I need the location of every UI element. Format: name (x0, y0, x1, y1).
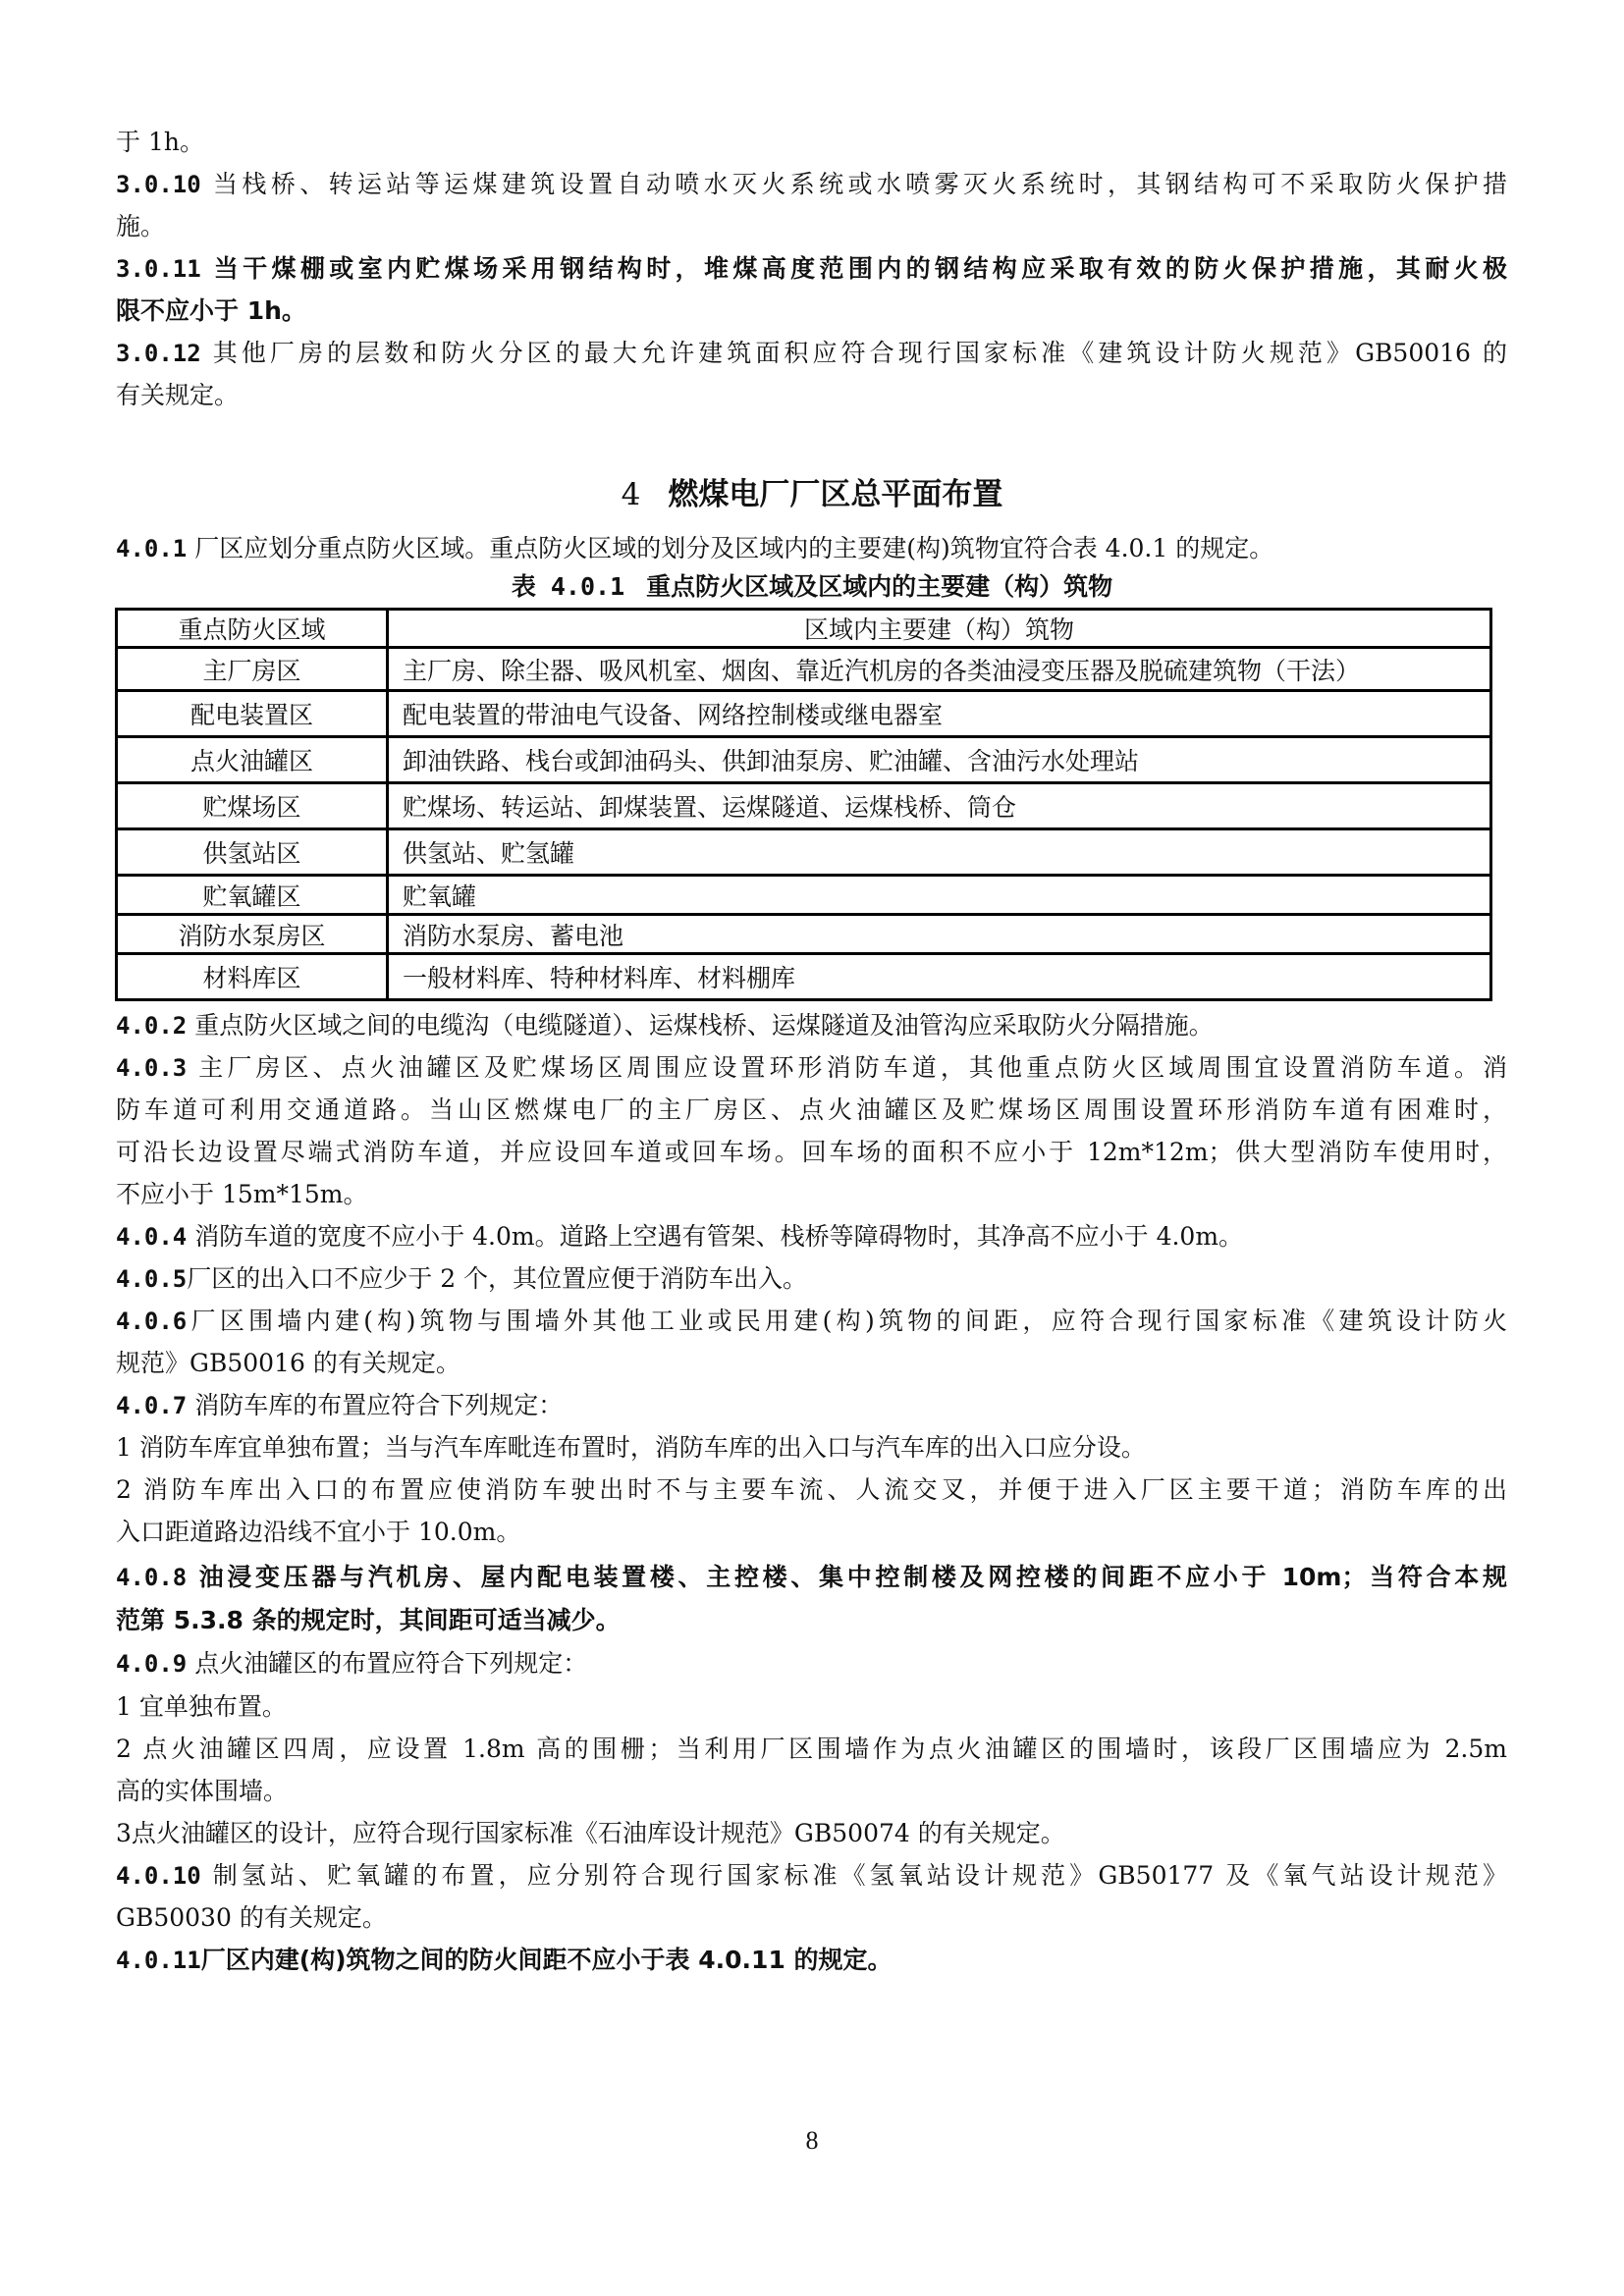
clause-4-0-7-item-1 (116, 1426, 1507, 1468)
clause-number: 4.0.8 (116, 1564, 188, 1591)
table-row (117, 648, 1491, 691)
clause-text: 消防车库的布置应符合下列规定： (194, 1391, 564, 1419)
page-number: 8 (805, 2126, 819, 2155)
clause-4-0-3-line-1 (116, 1046, 1507, 1089)
clause-text-bold: 限不应小于 1h。 (116, 296, 306, 325)
clause-text-bold: 油浸变压器与汽机房、屋内配电装置楼、主控楼、集中控制楼及网控楼的间距不应小于 10m；当符合本规 (198, 1563, 1507, 1591)
item-text: 消防车库出入口的布置应使消防车驶出时不与主要车流、人流交叉，并便于进入厂区主要干道；消防车库的出 (142, 1475, 1507, 1504)
item-text: 入口距道路边沿线不宜小于 10.0m。 (116, 1518, 521, 1546)
clause-text: 主厂房区、点火油罐区及贮煤场区周围应设置环形消防车道，其他重点防火区域周围宜设置消防车道。消 (198, 1053, 1507, 1082)
clause-4-0-3-line-3 (116, 1131, 1507, 1173)
clause-4-0-9-item-2-line-1 (116, 1728, 1507, 1770)
table-row (117, 954, 1491, 1000)
clause-text: 其他厂房的层数和防火分区的最大允许建筑面积应符合现行国家标准《建筑设计防火规范》GB50016 的 (212, 339, 1507, 367)
table-header-row (117, 610, 1491, 648)
clause-3-0-11-line-2 (116, 290, 1507, 332)
table-number: 表 4.0.1 (511, 572, 625, 601)
zone-cell: 贮煤场区 (117, 783, 388, 829)
table-caption (0, 567, 1624, 607)
buildings-cell: 贮氧罐 (388, 876, 1491, 915)
section-title: 燃煤电厂厂区总平面布置 (668, 477, 1003, 512)
clause-number: 3.0.11 (116, 255, 201, 283)
buildings-cell: 供氢站、贮氢罐 (388, 829, 1491, 876)
zone-cell: 点火油罐区 (117, 737, 388, 783)
clause-text-bold: 当干煤棚或室内贮煤场采用钢结构时，堆煤高度范围内的钢结构应采取有效的防火保护措施，其耐火极 (213, 254, 1507, 283)
item-text: 宜单独布置。 (138, 1692, 287, 1721)
clause-4-0-8-line-1 (116, 1556, 1507, 1598)
item-text: 消防车库宜单独布置；当与汽车库毗连布置时，消防车库的出入口与汽车库的出入口应分设。 (138, 1433, 1146, 1462)
clause-4-0-7 (116, 1384, 1507, 1426)
buildings-cell: 卸油铁路、栈台或卸油码头、供卸油泵房、贮油罐、含油污水处理站 (388, 737, 1491, 783)
continuation-text: 于 1h。 (116, 128, 204, 156)
clause-text: 不应小于 15m*15m。 (116, 1180, 368, 1208)
clause-3-0-12-line-1 (116, 332, 1507, 374)
clause-4-0-3-line-2 (116, 1089, 1507, 1131)
clause-text: 有关规定。 (116, 381, 240, 409)
buildings-cell: 配电装置的带油电气设备、网络控制楼或继电器室 (388, 691, 1491, 737)
clause-number: 4.0.3 (116, 1054, 188, 1082)
clause-number: 4.0.2 (116, 1012, 188, 1040)
clause-text-bold: 范第 5.3.8 条的规定时，其间距可适当减少。 (116, 1606, 621, 1634)
zone-cell: 供氢站区 (117, 829, 388, 876)
clause-4-0-9-item-1 (116, 1685, 1507, 1728)
clause-4-0-9-item-2-line-2 (116, 1770, 1507, 1812)
header-zone: 重点防火区域 (117, 610, 388, 648)
table-row (117, 737, 1491, 783)
clause-text: GB50030 的有关规定。 (116, 1903, 387, 1932)
clause-text: 点火油罐区的布置应符合下列规定： (194, 1649, 588, 1678)
clause-4-0-1 (116, 527, 1507, 569)
clause-number: 4.0.7 (116, 1392, 188, 1419)
item-text: 点火油罐区四周，应设置 1.8m 高的围栅；当利用厂区围墙作为点火油罐区的围墙时，该段厂区围墙应为 2.5m (142, 1735, 1507, 1763)
clause-number: 4.0.4 (116, 1223, 188, 1251)
clause-4-0-7-item-2-line-1 (116, 1468, 1507, 1511)
fire-zone-table (115, 608, 1492, 1001)
clause-number: 4.0.11 (116, 1947, 201, 1974)
item-text: 高的实体围墙。 (116, 1777, 289, 1805)
section-number: 4 (621, 477, 641, 512)
zone-cell: 消防水泵房区 (117, 915, 388, 954)
clause-number: 4.0.1 (116, 535, 188, 562)
clause-4-0-10-line-2 (116, 1896, 1507, 1939)
table-row (117, 783, 1491, 829)
clause-text: 防车道可利用交通道路。当山区燃煤电厂的主厂房区、点火油罐区及贮煤场区周围设置环形消防车道有困难时， (116, 1095, 1507, 1124)
item-number: 3 (116, 1819, 132, 1847)
item-number: 1 (116, 1692, 132, 1721)
clause-text: 制氢站、贮氧罐的布置，应分别符合现行国家标准《氢氧站设计规范》GB50177 及《氧气站设计规范》 (212, 1861, 1507, 1890)
clause-text: 厂区应划分重点防火区域。重点防火区域的划分及区域内的主要建(构)筑物宜符合表 4.0.1 的规定。 (194, 534, 1274, 562)
clause-text: 施。 (116, 212, 166, 240)
table-title: 重点防火区域及区域内的主要建（构）筑物 (646, 572, 1113, 601)
clause-text: 消防车道的宽度不应小于 4.0m。道路上空遇有管架、栈桥等障碍物时，其净高不应小于 4.0m。 (194, 1222, 1244, 1251)
clause-text: 厂区的出入口不应少于 2 个，其位置应便于消防车出入。 (187, 1264, 808, 1293)
clause-4-0-11 (116, 1939, 1507, 1981)
clause-number: 4.0.6 (116, 1308, 188, 1335)
clause-4-0-10-line-1 (116, 1854, 1507, 1896)
buildings-cell: 贮煤场、转运站、卸煤装置、运煤隧道、运煤栈桥、筒仓 (388, 783, 1491, 829)
clause-4-0-3-line-4 (116, 1173, 1507, 1215)
clause-text: 厂区围墙内建(构)筑物与围墙外其他工业或民用建(构)筑物的间距，应符合现行国家标准《建筑设计防火 (187, 1307, 1507, 1335)
clause-4-0-2 (116, 1004, 1507, 1046)
clause-text: 当栈桥、转运站等运煤建筑设置自动喷水灭火系统或水喷雾灭火系统时，其钢结构可不采取防火保护措 (213, 170, 1507, 198)
zone-cell: 主厂房区 (117, 648, 388, 691)
item-text: 点火油罐区的设计，应符合现行国家标准《石油库设计规范》GB50074 的有关规定。 (131, 1819, 1065, 1847)
zone-cell: 材料库区 (117, 954, 388, 1000)
clause-4-0-6-line-1 (116, 1300, 1507, 1342)
clause-4-0-7-item-2-line-2 (116, 1511, 1507, 1553)
zone-cell: 配电装置区 (117, 691, 388, 737)
clause-number: 4.0.10 (116, 1862, 201, 1890)
clause-4-0-9-item-3 (116, 1812, 1507, 1854)
clause-4-0-5 (116, 1257, 1507, 1300)
item-number: 2 (116, 1475, 132, 1504)
clause-text-bold: 厂区内建(构)筑物之间的防火间距不应小于表 4.0.11 的规定。 (200, 1946, 893, 1974)
clause-number: 3.0.10 (116, 171, 201, 198)
clause-3-0-12-line-2 (116, 374, 1507, 416)
table-row (117, 876, 1491, 915)
zone-cell: 贮氧罐区 (117, 876, 388, 915)
clause-text: 可沿长边设置尽端式消防车道，并应设回车道或回车场。回车场的面积不应小于 12m*12m；供大型消防车使用时， (116, 1138, 1507, 1166)
paragraph-continuation (116, 121, 1507, 163)
clause-4-0-4 (116, 1215, 1507, 1257)
item-number: 1 (116, 1433, 132, 1462)
clause-4-0-8-line-2 (116, 1599, 1507, 1641)
item-number: 2 (116, 1735, 132, 1763)
clause-text: 规范》GB50016 的有关规定。 (116, 1349, 460, 1377)
clause-text: 重点防火区域之间的电缆沟（电缆隧道）、运煤栈桥、运煤隧道及油管沟应采取防火分隔措施。 (194, 1011, 1214, 1040)
table-row (117, 915, 1491, 954)
clause-number: 4.0.5 (116, 1265, 188, 1293)
section-heading (0, 473, 1624, 516)
clause-3-0-10-line-1 (116, 163, 1507, 205)
clause-3-0-10-line-2 (116, 205, 1507, 247)
header-buildings: 区域内主要建（构）筑物 (388, 610, 1491, 648)
clause-4-0-6-line-2 (116, 1342, 1507, 1384)
table-row (117, 691, 1491, 737)
clause-number: 4.0.9 (116, 1650, 188, 1678)
buildings-cell: 主厂房、除尘器、吸风机室、烟囱、靠近汽机房的各类油浸变压器及脱硫建筑物（干法） (388, 648, 1491, 691)
clause-4-0-9 (116, 1642, 1507, 1684)
buildings-cell: 消防水泵房、蓄电池 (388, 915, 1491, 954)
buildings-cell: 一般材料库、特种材料库、材料棚库 (388, 954, 1491, 1000)
clause-number: 3.0.12 (116, 340, 201, 367)
table-row (117, 829, 1491, 876)
clause-3-0-11-line-1 (116, 247, 1507, 290)
